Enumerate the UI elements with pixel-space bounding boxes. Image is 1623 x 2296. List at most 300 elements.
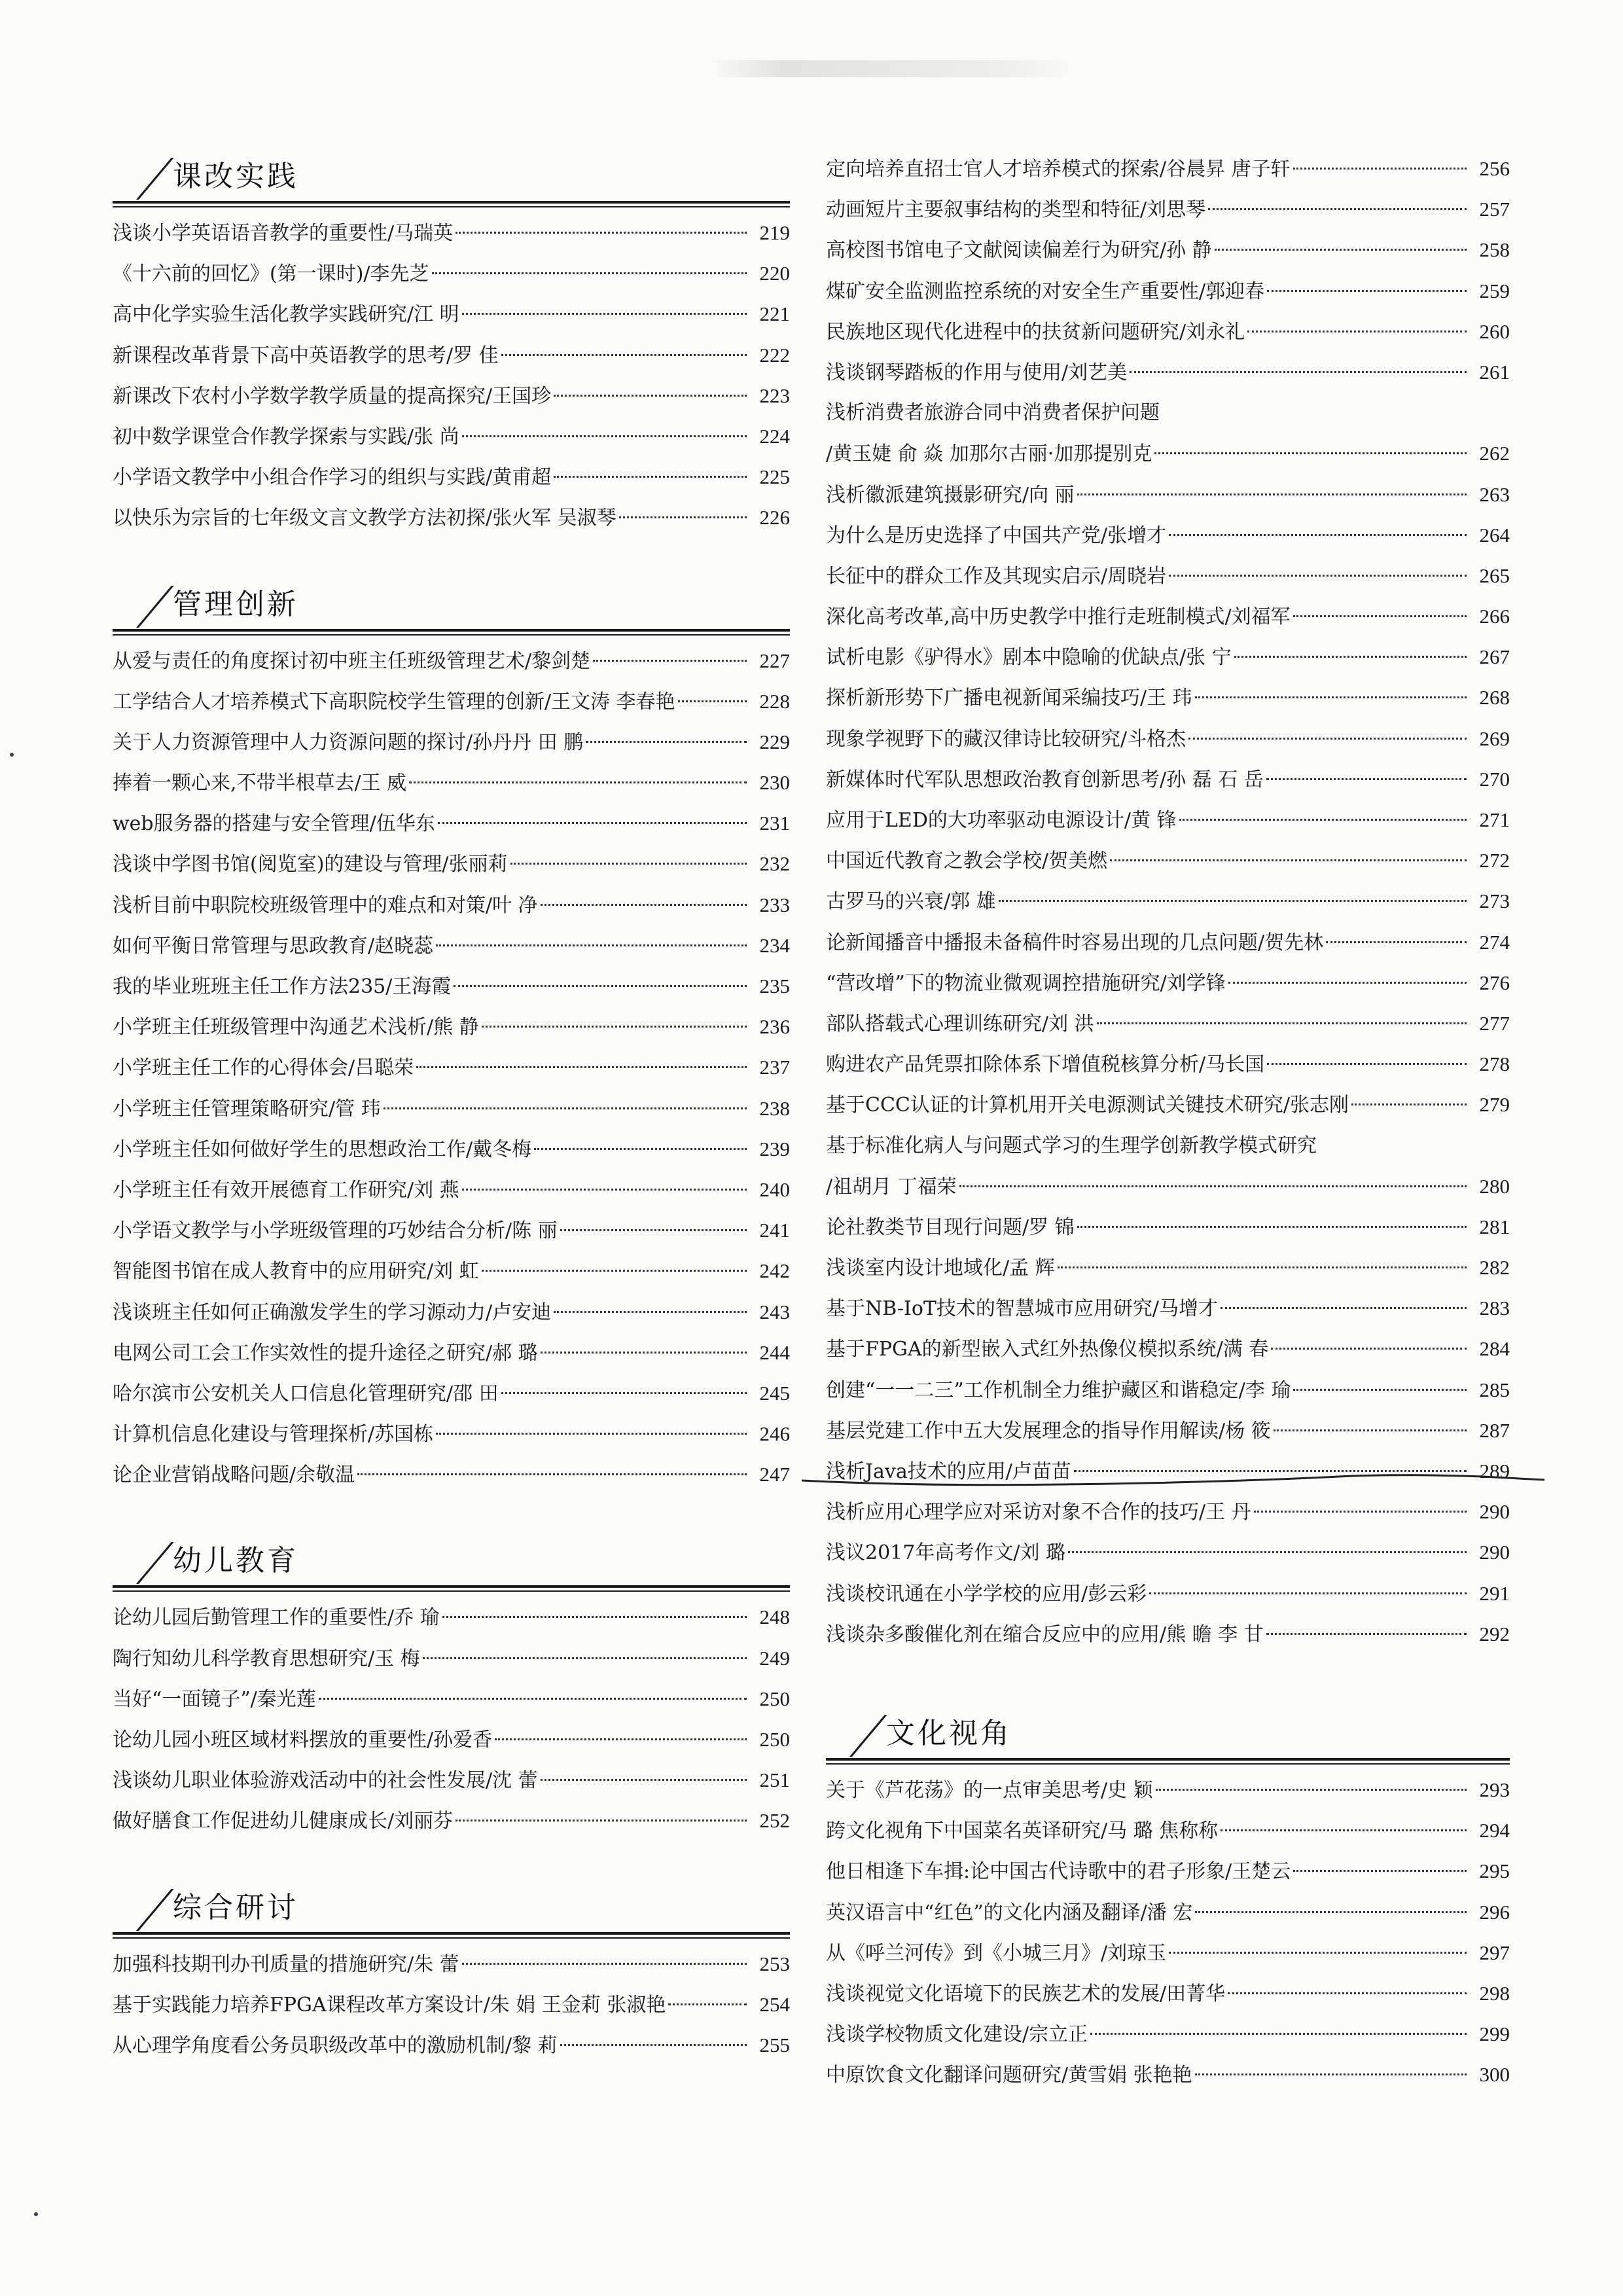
entry-title: /祖胡月 丁福荣: [826, 1175, 957, 1198]
dot-leader: [1208, 208, 1467, 210]
entry-title: web服务器的搭建与安全管理/伍华东: [113, 812, 435, 836]
dot-leader: [1221, 1307, 1467, 1309]
dot-leader: [436, 944, 747, 946]
entry-title: 基于CCC认证的计算机用开关电源测试关键技术研究/张志刚: [826, 1094, 1349, 1117]
toc-entry[interactable]: [826, 1370, 1510, 1410]
page-number: 231: [759, 812, 790, 835]
dot-leader: [1110, 859, 1467, 861]
entry-title: 新媒体时代军队思想政治教育创新思考/孙 磊 石 岳: [826, 768, 1264, 791]
dot-leader: [1247, 331, 1467, 332]
toc-entry[interactable]: [113, 722, 790, 762]
page-number: 258: [1479, 238, 1510, 262]
page-number: 276: [1479, 971, 1510, 994]
entry-title: 智能图书馆在成人教育中的应用研究/刘 虹: [113, 1260, 479, 1283]
entry-title: 陶行知幼儿科学教育思想研究/玉 梅: [113, 1647, 420, 1670]
toc-section: [113, 575, 790, 1496]
entry-title: /黄玉婕 俞 焱 加那尔古丽·加那提别克: [826, 442, 1152, 466]
entry-title: 浅谈班主任如何正确激发学生的学习源动力/卢安迪: [113, 1300, 552, 1324]
toc-entry[interactable]: [826, 1892, 1510, 1933]
section-gap: [113, 1842, 790, 1878]
entry-title: 为什么是历史选择了中国共产党/张增才: [826, 524, 1167, 547]
dot-leader: [1274, 1429, 1467, 1431]
entry-title: 浅谈钢琴踏板的作用与使用/刘艺美: [826, 361, 1128, 384]
page-number: 237: [759, 1056, 790, 1079]
entry-title: 初中数学课堂合作教学探索与实践/张 尚: [113, 425, 459, 448]
entry-title: 小学班主任如何做好学生的思想政治工作/戴冬梅: [113, 1138, 532, 1161]
scan-dot: [34, 2212, 38, 2216]
toc-entry[interactable]: [113, 803, 790, 844]
dot-leader: [510, 863, 747, 865]
page-number: 242: [759, 1259, 790, 1283]
scan-dot: [10, 753, 14, 757]
entry-title: 关于《芦花荡》的一点审美思考/史 颖: [826, 1778, 1153, 1802]
entry-title: 英汉语言中“红色”的文化内涵及翻译/潘 宏: [826, 1901, 1193, 1924]
entry-title: 小学班主任班级管理中沟通艺术浅析/熊 静: [113, 1016, 479, 1039]
toc-entry[interactable]: [826, 1770, 1510, 1810]
toc-entry[interactable]: [113, 1719, 790, 1760]
toc-entry[interactable]: [826, 677, 1510, 718]
page-number: 272: [1479, 849, 1510, 872]
entry-title: 从爱与责任的角度探讨初中班主任班级管理艺术/黎剑楚: [113, 649, 591, 673]
toc-entry[interactable]: [113, 762, 790, 803]
toc-entry[interactable]: [826, 881, 1510, 922]
toc-entry[interactable]: [113, 1333, 790, 1373]
toc-entry[interactable]: [826, 1614, 1510, 1655]
section-rule: [113, 1585, 790, 1588]
toc-entry[interactable]: [826, 840, 1510, 881]
toc-entry[interactable]: [826, 149, 1510, 189]
toc-entry[interactable]: [113, 2025, 790, 2066]
entry-title: 论幼儿园小班区域材料摆放的重要性/孙爱香: [113, 1729, 493, 1751]
entry-title: 哈尔滨市公安机关人口信息化管理研究/邵 田: [113, 1382, 499, 1405]
page-number: 220: [759, 262, 790, 285]
dot-leader: [1271, 1348, 1467, 1350]
page-number: 224: [759, 424, 790, 448]
page-number: 290: [1479, 1500, 1510, 1524]
entry-title: 小学班主任工作的心得体会/吕聪荣: [113, 1056, 414, 1080]
toc-entry[interactable]: [826, 719, 1510, 759]
entry-title: 部队搭载式心理训练研究/刘 洪: [826, 1012, 1094, 1035]
toc-entry[interactable]: [826, 637, 1510, 677]
page-number: 241: [759, 1219, 790, 1242]
page-number: 296: [1479, 1900, 1510, 1924]
toc-entry[interactable]: [826, 2014, 1510, 2054]
continued-entry-list: [826, 147, 1510, 1655]
toc-entry[interactable]: [826, 271, 1510, 312]
toc-entry[interactable]: [826, 312, 1510, 352]
section-slash-mark: [136, 586, 174, 628]
entry-title: 基于NB-IoT技术的智慧城市应用研究/马增才: [826, 1297, 1219, 1321]
page-number: 230: [759, 771, 790, 795]
toc-entry[interactable]: [826, 1933, 1510, 1973]
dot-leader: [482, 1270, 747, 1272]
dot-leader: [534, 1148, 747, 1150]
page-number: 281: [1479, 1215, 1510, 1238]
dot-leader: [432, 272, 747, 274]
page-number: 265: [1479, 564, 1510, 587]
section-rule: [113, 201, 790, 204]
dot-leader: [462, 435, 747, 437]
dot-leader: [1293, 1389, 1467, 1391]
toc-entry[interactable]: [826, 800, 1510, 840]
entry-title: 浅谈室内设计地域化/孟 辉: [826, 1257, 1055, 1280]
entry-title: 浅谈杂多酸催化剂在缩合反应中的应用/熊 瞻 李 甘: [826, 1623, 1264, 1646]
section-slash-mark: [136, 158, 174, 200]
page-number: 268: [1479, 686, 1510, 709]
left-column: [113, 147, 790, 2066]
entry-title: 民族地区现代化进程中的扶贫新问题研究/刘永礼: [826, 320, 1245, 344]
dot-leader: [1234, 656, 1467, 658]
dot-leader: [541, 904, 747, 906]
dot-leader: [668, 2003, 747, 2005]
toc-entry[interactable]: [826, 1247, 1510, 1288]
scan-artifact: [710, 60, 1077, 77]
dot-leader: [1266, 1633, 1467, 1635]
toc-entry[interactable]: [113, 681, 790, 722]
toc-entry[interactable]: [113, 1251, 790, 1291]
dot-leader: [1130, 371, 1467, 373]
entry-title: 基于FPGA的新型嵌入式红外热像仪模拟系统/满 春: [826, 1338, 1269, 1361]
entry-list: [113, 1935, 790, 2066]
page-number: 238: [759, 1096, 790, 1120]
entry-title: 工学结合人才培养模式下高职院校学生管理的创新/王文涛 李春艳: [113, 690, 675, 713]
dot-leader: [1195, 2073, 1467, 2075]
dot-leader: [586, 741, 747, 743]
entry-title: 浅谈学校物质文化建设/宗立正: [826, 2023, 1088, 2047]
toc-entry[interactable]: [113, 253, 790, 294]
entry-title: 深化高考改革,高中历史教学中推行走班制模式/刘福军: [826, 605, 1291, 629]
dot-leader: [1266, 778, 1467, 780]
dot-leader: [1077, 1226, 1467, 1228]
page-number: 229: [759, 730, 790, 753]
entry-title: 论社教类节目现行问题/罗 锦: [826, 1215, 1075, 1239]
entry-title: 煤矿安全监测监控系统的对安全生产重要性/郭迎春: [826, 279, 1265, 303]
page-number: 252: [759, 1809, 790, 1833]
toc-entry[interactable]: [113, 1760, 790, 1801]
page-number: 283: [1479, 1297, 1510, 1320]
entry-title: 如何平衡日常管理与思政教育/赵晓蕊: [113, 934, 434, 958]
entry-title: 新课程改革背景下高中英语教学的思考/罗 佳: [113, 344, 499, 367]
page-number: 295: [1479, 1859, 1510, 1883]
entry-title: 做好膳食工作促进幼儿健康成长/刘丽芬: [113, 1810, 454, 1833]
entry-title: 浅析应用心理学应对采访对象不合作的技巧/王 丹: [826, 1501, 1251, 1524]
page-number: 264: [1479, 523, 1510, 547]
toc-entry[interactable]: [113, 1597, 790, 1638]
entry-title: 捧着一颗心来,不带半根草去/王 威: [113, 772, 407, 795]
dot-leader: [593, 660, 747, 662]
dot-leader: [1293, 615, 1467, 617]
toc-entry[interactable]: [826, 1492, 1510, 1532]
toc-entry[interactable]: [826, 1329, 1510, 1369]
toc-entry[interactable]: [113, 1210, 790, 1251]
page-number: 228: [759, 689, 790, 713]
entry-title: 购进农产品凭票扣除体系下增值税核算分析/马长国: [826, 1053, 1265, 1077]
handwritten-underline: [802, 1471, 1548, 1498]
page-number: 250: [759, 1687, 790, 1710]
toc-entry[interactable]: [826, 1003, 1510, 1044]
toc-entry[interactable]: [113, 1801, 790, 1841]
entry-title: 计算机信息化建设与管理探析/苏国栋: [113, 1423, 434, 1446]
dot-leader: [1090, 2033, 1467, 2035]
page-number: 244: [759, 1340, 790, 1364]
toc-entry[interactable]: [826, 2054, 1510, 2095]
dot-leader: [1097, 1022, 1467, 1024]
toc-entry[interactable]: [826, 556, 1510, 596]
entry-list: [113, 204, 790, 539]
entry-title: 浅析Java技术的应用/卢苗苗: [826, 1460, 1071, 1483]
page-number: 270: [1479, 767, 1510, 791]
toc-entry[interactable]: [113, 844, 790, 884]
dot-leader: [1179, 819, 1467, 821]
toc-entry[interactable]: [826, 1044, 1510, 1085]
dot-leader: [1195, 1911, 1467, 1913]
section-header: [826, 1704, 1510, 1761]
section-title: 文化视角: [886, 1716, 1012, 1750]
toc-entry[interactable]: [826, 475, 1510, 515]
entry-list: [113, 1588, 790, 1841]
dot-leader: [1058, 1266, 1467, 1268]
dot-leader: [541, 1779, 747, 1781]
toc-entry[interactable]: [826, 1126, 1510, 1166]
dot-leader: [554, 476, 747, 478]
dot-leader: [501, 1392, 747, 1394]
toc-entry[interactable]: [113, 1047, 790, 1088]
toc-entry[interactable]: [113, 1292, 790, 1333]
page-number: 233: [759, 893, 790, 916]
dot-leader: [409, 781, 747, 783]
entry-title: 创建“一一二三”工作机制全力维护藏区和谐稳定/李 瑜: [826, 1378, 1291, 1402]
dot-leader: [554, 395, 747, 397]
entry-title: 中原饮食文化翻译问题研究/黄雪娟 张艳艳: [826, 2064, 1192, 2087]
section-slash-mark: [849, 1715, 887, 1757]
toc-entry[interactable]: [826, 596, 1510, 637]
entry-title: 试析电影《驴得水》剧本中隐喻的优缺点/张 宁: [826, 646, 1232, 670]
entry-title: 小学班主任管理策略研究/管 玮: [113, 1097, 381, 1121]
page-number: 246: [759, 1422, 790, 1446]
dot-leader: [999, 900, 1467, 902]
page-number: 240: [759, 1177, 790, 1201]
entry-title: 以快乐为宗旨的七年级文言文教学方法初探/张火军 吴淑琴: [113, 507, 616, 530]
page-number: 262: [1479, 442, 1510, 465]
dot-leader: [455, 1820, 747, 1821]
page-number: 290: [1479, 1541, 1510, 1564]
section-title: 幼儿教育: [173, 1544, 298, 1578]
toc-entry[interactable]: [826, 1851, 1510, 1892]
dot-leader: [1267, 290, 1467, 292]
page-number: 243: [759, 1300, 790, 1323]
toc-entry[interactable]: [113, 885, 790, 925]
entry-title: 基于标准化病人与问题式学习的生理学创新教学模式研究: [826, 1134, 1317, 1157]
toc-entry[interactable]: [826, 352, 1510, 393]
entry-title: 高校图书馆电子文献阅读偏差行为研究/孙 静: [826, 239, 1212, 262]
toc-entry[interactable]: [826, 515, 1510, 556]
entry-title: 论新闻播音中播报未备稿件时容易出现的几点问题/贺先林: [826, 931, 1324, 954]
toc-entry[interactable]: [113, 1414, 790, 1454]
toc-entry[interactable]: [113, 416, 790, 457]
entry-title: 小学语文教学中小组合作学习的组织与实践/黄甫超: [113, 466, 552, 490]
dot-leader: [1169, 1952, 1467, 1954]
entry-title: 论幼儿园后勤管理工作的重要性/乔 瑜: [113, 1606, 440, 1630]
toc-entry[interactable]: [113, 1088, 790, 1129]
toc-entry[interactable]: [826, 1410, 1510, 1451]
dot-leader: [495, 1738, 747, 1740]
entry-title: 长征中的群众工作及其现实启示/周晓岩: [826, 564, 1167, 588]
page-number: 222: [759, 343, 790, 367]
toc-entry[interactable]: [113, 213, 790, 253]
toc-section: [113, 1878, 790, 2066]
entry-title: 浅谈校讯通在小学学校的应用/彭云彩: [826, 1582, 1147, 1605]
entry-title: 浅析消费者旅游合同中消费者保护问题: [826, 401, 1160, 425]
toc-entry[interactable]: [113, 1679, 790, 1719]
entry-title: 浅议2017年高考作文/刘 璐: [826, 1541, 1065, 1565]
entry-title: 加强科技期刊办刊质量的措施研究/朱 蕾: [113, 1952, 459, 1976]
entry-title: 动画短片主要叙事结构的类型和特征/刘思琴: [826, 198, 1206, 222]
toc-entry[interactable]: [113, 1984, 790, 2025]
page-number: 277: [1479, 1011, 1510, 1035]
toc-entry[interactable]: [826, 1810, 1510, 1851]
toc-entry[interactable]: [826, 393, 1510, 433]
page-number: 254: [759, 1992, 790, 2016]
right-column: [826, 147, 1510, 2095]
dot-leader: [619, 516, 747, 518]
dot-leader: [357, 1473, 747, 1475]
dot-leader: [1154, 452, 1467, 454]
toc-section: [113, 1532, 790, 1841]
toc-entry[interactable]: [826, 1973, 1510, 2014]
dot-leader: [1188, 738, 1467, 740]
section-header: [113, 575, 790, 632]
entry-title: 他日相逢下车揖:论中国古代诗歌中的君子形象/王楚云: [826, 1860, 1291, 1884]
toc-entry[interactable]: [113, 335, 790, 376]
toc-entry[interactable]: [113, 1944, 790, 1984]
entry-title: 应用于LED的大功率驱动电源设计/黄 锋: [826, 809, 1177, 832]
toc-entry[interactable]: [113, 1007, 790, 1047]
dot-leader: [462, 1189, 747, 1191]
page-number: 287: [1479, 1418, 1510, 1442]
dot-leader: [1267, 1063, 1467, 1065]
dot-leader: [541, 1352, 747, 1354]
toc-entry[interactable]: [826, 1532, 1510, 1573]
dot-leader: [1221, 1829, 1467, 1831]
toc-entry[interactable]: [113, 1170, 790, 1210]
page-number: 232: [759, 852, 790, 876]
page-number: 248: [759, 1605, 790, 1629]
entry-title: 浅谈中学图书馆(阅览室)的建设与管理/张丽莉: [113, 853, 508, 876]
toc-entry[interactable]: [113, 1638, 790, 1679]
section-gap: [113, 539, 790, 575]
dot-leader: [319, 1698, 747, 1700]
page-number: 289: [1479, 1460, 1510, 1482]
page-number: 239: [759, 1137, 790, 1160]
page-number: 273: [1479, 889, 1510, 913]
entry-title: 基于实践能力培养FPGA课程改革方案设计/朱 娟 王金莉 张淑艳: [113, 1993, 666, 2017]
dot-leader: [438, 822, 747, 824]
section-slash-mark: [136, 1542, 174, 1584]
dot-leader: [1077, 493, 1467, 495]
toc-entry[interactable]: [113, 925, 790, 966]
dot-leader: [560, 2044, 747, 2046]
toc-entry[interactable]: [113, 1129, 790, 1170]
section-title: 综合研讨: [173, 1890, 298, 1924]
toc-entry[interactable]: [826, 189, 1510, 230]
entry-title: 电网公司工会工作实效性的提升途径之研究/郝 璐: [113, 1341, 538, 1365]
page-number: 298: [1479, 1981, 1510, 2005]
entry-title: 从《呼兰河传》到《小城三月》/刘琼玉: [826, 1941, 1167, 1965]
toc-entry[interactable]: [826, 1166, 1510, 1207]
dot-leader: [1169, 534, 1467, 536]
page-number: 300: [1479, 2063, 1510, 2087]
page-number: 274: [1479, 930, 1510, 954]
toc-entry[interactable]: [113, 966, 790, 1007]
toc-entry[interactable]: [113, 641, 790, 681]
entry-title: 探析新形势下广播电视新闻采编技巧/王 玮: [826, 687, 1192, 710]
page-number: 255: [759, 2033, 790, 2056]
page-number: 223: [759, 384, 790, 407]
section-rule: [113, 629, 790, 632]
section-gap: [826, 1655, 1510, 1704]
entry-title: 现象学视野下的藏汉律诗比较研究/斗格杰: [826, 727, 1186, 751]
toc-entry[interactable]: [113, 376, 790, 416]
dot-leader: [1228, 1992, 1467, 1994]
toc-entry[interactable]: [113, 457, 790, 497]
toc-entry[interactable]: [826, 963, 1510, 1003]
toc-entry[interactable]: [826, 759, 1510, 800]
toc-entry[interactable]: [826, 230, 1510, 270]
page-number: 236: [759, 1015, 790, 1039]
dot-leader: [1293, 168, 1467, 170]
dot-leader: [455, 232, 747, 234]
page-number: 266: [1479, 605, 1510, 628]
dot-leader: [436, 1433, 747, 1435]
dot-leader: [1156, 1789, 1467, 1791]
entry-title: 《十六前的回忆》(第一课时)/李先芝: [113, 262, 429, 286]
entry-title: 定向培养直招士官人才培养模式的探索/谷晨昇 唐子轩: [826, 158, 1291, 181]
toc-entry[interactable]: [826, 1288, 1510, 1329]
page-number: 299: [1479, 2022, 1510, 2046]
toc-entry[interactable]: [113, 1373, 790, 1414]
page-number: 297: [1479, 1941, 1510, 1964]
page-number: 294: [1479, 1819, 1510, 1842]
page-number: 253: [759, 1952, 790, 1975]
entry-title: 新课改下农村小学数学教学质量的提高探究/王国珍: [113, 384, 552, 408]
dot-leader: [462, 1963, 747, 1965]
toc-entry[interactable]: [826, 433, 1510, 474]
toc-entry[interactable]: [113, 294, 790, 334]
entry-title: 浅谈小学英语语音教学的重要性/马瑞英: [113, 222, 454, 245]
toc-entry[interactable]: [826, 1085, 1510, 1125]
toc-entry[interactable]: [113, 1454, 790, 1495]
page-number: 284: [1479, 1337, 1510, 1361]
toc-entry[interactable]: [826, 1207, 1510, 1247]
page-number: 260: [1479, 319, 1510, 343]
page-number: 256: [1479, 157, 1510, 180]
dot-leader: [1228, 982, 1467, 984]
section-header: [113, 1878, 790, 1935]
page-number: 285: [1479, 1378, 1510, 1401]
page-number: 249: [759, 1646, 790, 1670]
page-number: 292: [1479, 1622, 1510, 1645]
toc-entry[interactable]: [826, 922, 1510, 963]
page-number: 293: [1479, 1778, 1510, 1801]
page-number: 261: [1479, 360, 1510, 384]
section-title: 管理创新: [173, 587, 298, 621]
toc-section: [826, 1704, 1510, 2096]
dot-leader: [442, 1616, 747, 1618]
toc-entry[interactable]: [113, 497, 790, 538]
page-number: 282: [1479, 1256, 1510, 1280]
section-header: [113, 147, 790, 204]
toc-entry[interactable]: [826, 1573, 1510, 1614]
